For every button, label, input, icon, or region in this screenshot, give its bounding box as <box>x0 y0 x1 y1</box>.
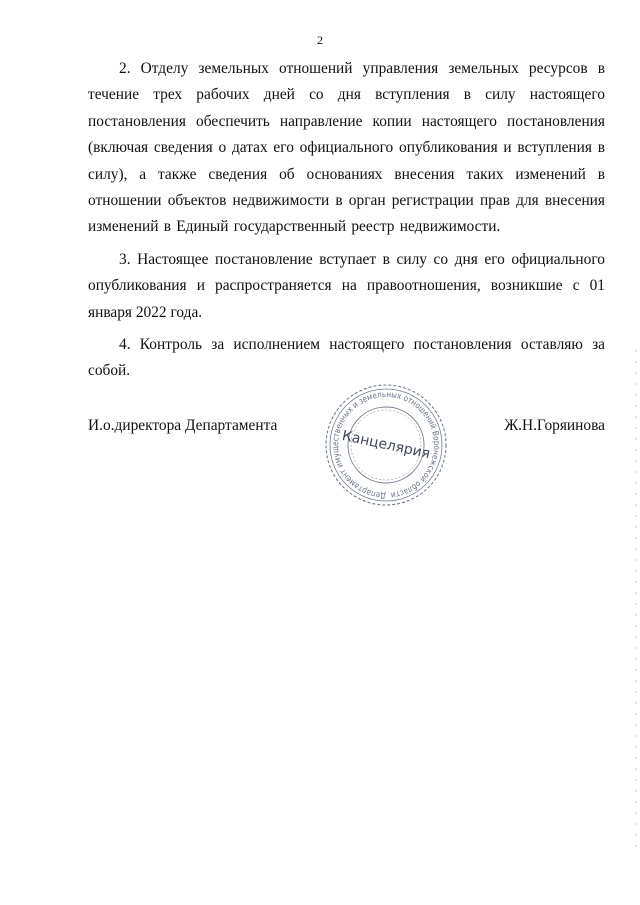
scan-edge-marks <box>635 350 637 850</box>
signer-title: И.о.директора Департамента <box>88 417 278 434</box>
paragraph-4: 4. Контроль за исполнением настоящего постановления оставляю за собой. <box>88 336 605 380</box>
office-stamp <box>322 383 450 509</box>
page-number: 2 <box>317 33 323 47</box>
document-body <box>88 56 605 391</box>
signer-name: Ж.Н.Горяинова <box>504 417 605 434</box>
paragraph-2: 2. Отделу земельных отношений управления земельных ресурсов в течение трех рабочих дней со дня вступления в силу настоящего постановления обеспечить направление копии настоящего постановления (включая сведения о датах его официального опубликования и вступления в силу), а также сведения об основаниях внесения таких изменений в отношении объектов недвижимости в орган регистрации прав для внесения изменений в Единый государственный реестр недвижимости. <box>88 60 605 236</box>
stamp-center-text: Канцелярия <box>340 427 432 463</box>
stamp-seal <box>322 383 450 509</box>
stamp-ring-text: Департамент имущественных и земельных отношений Воронежской области <box>329 388 443 502</box>
paragraph-3: 3. Настоящее постановление вступает в силу со дня его официального опубликования и распространяется на правоотношения, возникшие с 01 января 2022 года. <box>88 250 605 321</box>
